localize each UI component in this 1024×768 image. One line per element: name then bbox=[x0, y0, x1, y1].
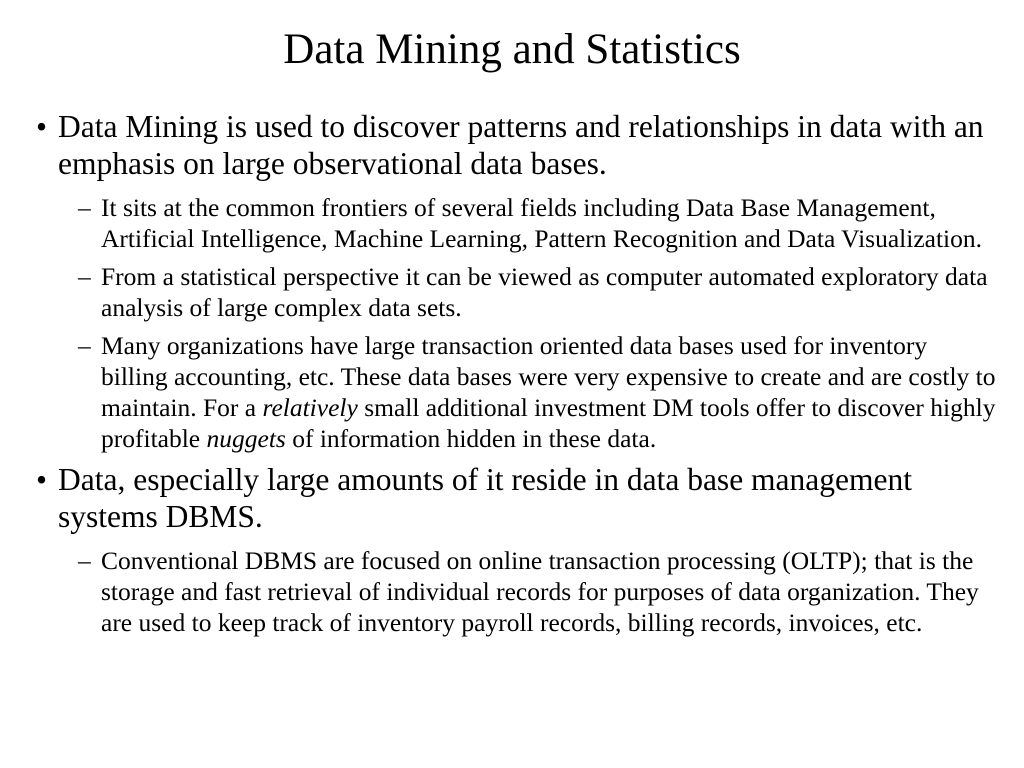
bullet-text: Data Mining is used to discover patterns and relationships in data with an emphasis on large observational data bases. bbox=[58, 109, 984, 181]
sub-bullet-text: From a statistical perspective it can be viewed as computer automated exploratory data analysis of large complex data sets. bbox=[101, 262, 988, 322]
bullet-item bbox=[36, 461, 996, 535]
slide-title: Data Mining and Statistics bbox=[283, 26, 741, 73]
bullet-item bbox=[36, 108, 996, 182]
bullet-text: Data, especially large amounts of it reside in data base management systems DBMS. bbox=[58, 462, 912, 534]
dash-marker: – bbox=[78, 193, 91, 222]
sub-bullet-item bbox=[78, 545, 996, 638]
sub-bullet-text bbox=[101, 331, 996, 453]
italic-emphasis: relatively bbox=[262, 393, 358, 422]
bullet-marker: • bbox=[36, 462, 48, 497]
sub-bullet-text: It sits at the common frontiers of several fields including Data Base Management, Artificial Intelligence, Machine Learning, Pattern Recognition and Data Visualization. bbox=[101, 193, 982, 253]
sub-bullet-item bbox=[78, 330, 996, 454]
dash-marker: – bbox=[78, 331, 91, 360]
dash-marker: – bbox=[78, 262, 91, 291]
sub-bullet-text-part: Many organizations have large transaction oriented data bases used for inventory billing accounting, etc. These data bases were very expensive to create and are costly to maintain. For a bbox=[101, 331, 996, 422]
bullet-marker: • bbox=[36, 109, 48, 144]
sub-bullet-item bbox=[78, 192, 996, 254]
dash-marker: – bbox=[78, 546, 91, 575]
sub-bullet-text-part: small additional investment DM tools offer to discover highly profitable bbox=[101, 393, 996, 453]
slide-content bbox=[36, 108, 996, 645]
sub-bullet-text: Conventional DBMS are focused on online transaction processing (OLTP); that is the storage and fast retrieval of individual records for purposes of data organization. They are used to keep track of inventory payroll records, billing records, invoices, etc. bbox=[101, 546, 979, 637]
sub-bullet-text-part: of information hidden in these data. bbox=[285, 424, 657, 453]
sub-bullet-item bbox=[78, 261, 996, 323]
italic-emphasis: nuggets bbox=[206, 424, 286, 453]
